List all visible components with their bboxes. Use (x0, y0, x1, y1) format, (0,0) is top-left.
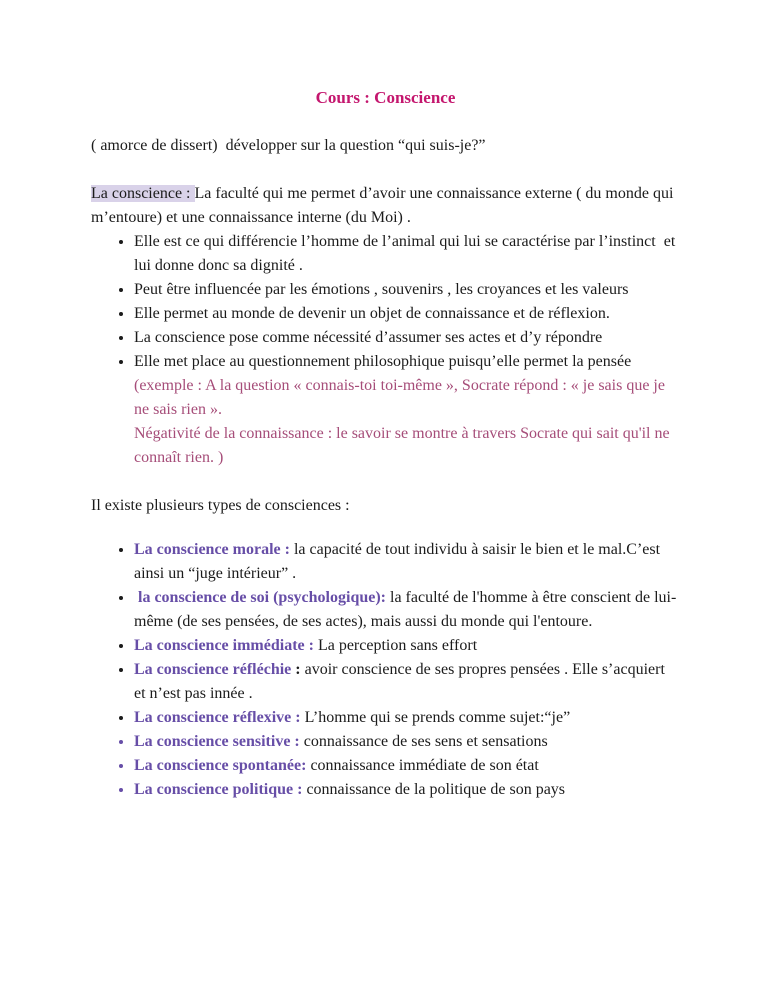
types-intro-line: Il existe plusieurs types de consciences : (91, 497, 350, 514)
type-term: La conscience immédiate : (134, 637, 314, 654)
type-desc: L’homme qui se prends comme sujet:“je” (300, 709, 571, 726)
property-text: Elle met place au questionnement philosophique puisqu’elle permet la pensée (134, 353, 636, 370)
type-item-sensitive (134, 730, 680, 754)
property-text: Elle est ce qui différencie l’homme de l’animal qui lui se caractérise par l’instinct et lui donne donc sa dignité . (134, 233, 680, 274)
type-term: La conscience réfléchie (134, 661, 292, 678)
type-term: La conscience politique : (134, 781, 303, 798)
definition-text: La faculté qui me permet d’avoir une connaissance externe ( du monde qui m’entoure) et une connaissance interne (du Moi) . (91, 185, 678, 226)
type-desc: connaissance immédiate de son état (306, 757, 539, 774)
type-colon: : (291, 661, 301, 678)
conscience-properties-list (91, 230, 680, 470)
definition-paragraph (91, 182, 680, 230)
type-desc: La perception sans effort (313, 637, 478, 654)
type-term: La conscience réflexive : (134, 709, 301, 726)
type-desc: la capacité de tout individu à saisir le bien et le mal.C’est ainsi un “juge intérieur” . (134, 541, 665, 582)
type-item-reflechie (134, 658, 680, 706)
definition-highlighted-term: La conscience : (91, 185, 195, 202)
type-item-politique (134, 778, 680, 802)
property-text: Peut être influencée par les émotions , souvenirs , les croyances et les valeurs (134, 281, 629, 298)
amorce-line: ( amorce de dissert) développer sur la question “qui suis-je?” (91, 137, 486, 154)
property-item (134, 302, 680, 326)
type-item-reflexive (134, 706, 680, 730)
type-term: La conscience sensitive : (134, 733, 300, 750)
type-term: La conscience spontanée: (134, 757, 307, 774)
type-item-de-soi (134, 586, 680, 634)
property-text: Elle permet au monde de devenir un objet de connaissance et de réflexion. (134, 305, 610, 322)
property-item (134, 350, 680, 470)
type-term: La conscience morale : (134, 541, 290, 558)
type-item-immediate (134, 634, 680, 658)
socrate-example-note-line1: (exemple : A la question « connais-toi toi-même », Socrate répond : « je sais que je ne sais rien ». (134, 377, 669, 418)
property-item (134, 278, 680, 302)
type-desc: avoir conscience de ses propres pensées . Elle s’acquiert et n’est pas innée . (134, 661, 669, 702)
property-text: La conscience pose comme nécessité d’assumer ses actes et d’y répondre (134, 329, 603, 346)
property-item (134, 230, 680, 278)
conscience-types-list (91, 538, 680, 802)
type-item-morale (134, 538, 680, 586)
property-item (134, 326, 680, 350)
socrate-example-note-line2: Négativité de la connaissance : le savoir se montre à travers Socrate qui sait qu'il ne connaît rien. ) (134, 425, 674, 466)
type-item-spontanee (134, 754, 680, 778)
doc-title: Cours : Conscience (315, 88, 456, 107)
type-desc: connaissance de ses sens et sensations (299, 733, 548, 750)
type-desc: la faculté de l'homme à être conscient de lui-même (de ses pensées, de ses actes), mais aussi du monde qui l'entoure. (134, 589, 677, 630)
type-desc: connaissance de la politique de son pays (302, 781, 566, 798)
type-term: la conscience de soi (psychologique): (134, 589, 386, 606)
